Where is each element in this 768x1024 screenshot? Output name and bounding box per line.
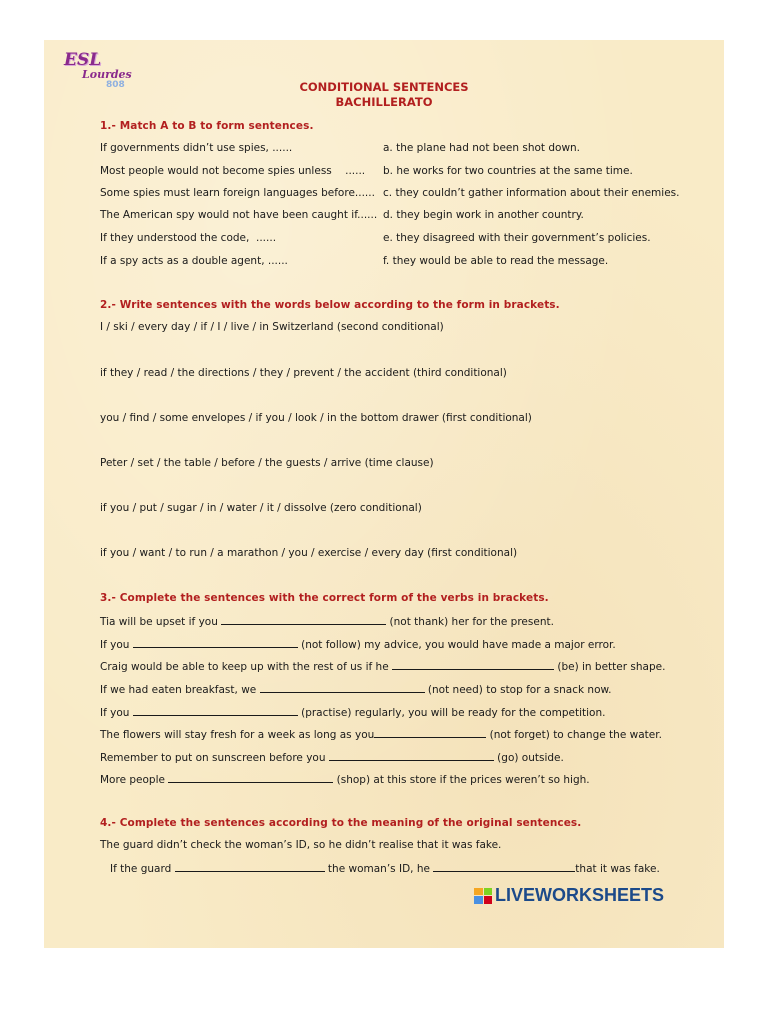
- sentence-start: Craig would be able to keep up with the rest of us if he: [100, 661, 393, 673]
- match-b-item: e. they disagreed with their government’s policies.: [383, 232, 651, 244]
- gap-fill-sentence: [100, 614, 554, 628]
- sentence-start: The flowers will stay fresh for a week as long as you: [100, 729, 375, 741]
- sentence-end: (not thank) her for the present.: [386, 616, 554, 628]
- rewrite-sentence: [110, 861, 660, 875]
- section1-heading: 1.- Match A to B to form sentences.: [100, 120, 314, 132]
- gap-fill-sentence: [100, 705, 605, 719]
- sentence-end: (be) in better shape.: [554, 661, 666, 673]
- sentence-start: If we had eaten breakfast, we: [100, 684, 260, 696]
- sentence-end: (shop) at this store if the prices weren’t so high.: [333, 774, 590, 786]
- gap-fill-sentence: [100, 637, 616, 651]
- answer-blank[interactable]: [329, 750, 494, 761]
- match-b-item: c. they couldn’t gather information about their enemies.: [383, 187, 680, 199]
- match-a-item: Most people would not become spies unless ......: [100, 165, 366, 177]
- gap-fill-sentence: [100, 727, 662, 741]
- worksheet-page: [44, 40, 724, 948]
- gap-fill-sentence: [100, 750, 564, 764]
- rewrite-start: If the guard: [110, 863, 175, 875]
- gap-fill-sentence: [100, 682, 611, 696]
- liveworksheets-text: LIVEWORKSHEETS: [495, 885, 665, 905]
- answer-blank[interactable]: [175, 861, 325, 872]
- sentence-start: More people: [100, 774, 169, 786]
- sentence-end: (not follow) my advice, you would have made a major error.: [297, 639, 616, 651]
- prompt-item: you / find / some envelopes / if you / look / in the bottom drawer (first conditional): [100, 412, 532, 424]
- gap-fill-sentence: [100, 659, 665, 673]
- sentence-end: (go) outside.: [493, 752, 564, 764]
- match-b-item: d. they begin work in another country.: [383, 209, 584, 221]
- answer-blank[interactable]: [392, 659, 554, 670]
- match-a-item: If a spy acts as a double agent, ......: [100, 255, 288, 267]
- answer-blank[interactable]: [168, 772, 333, 783]
- match-a-item: If governments didn’t use spies, ......: [100, 142, 293, 154]
- sentence-end: (not need) to stop for a snack now.: [424, 684, 612, 696]
- original-sentence: The guard didn’t check the woman’s ID, so he didn’t realise that it was fake.: [100, 839, 502, 851]
- liveworksheets-grid-icon: [474, 888, 492, 904]
- section2-heading: 2.- Write sentences with the words below according to the form in brackets.: [100, 299, 560, 311]
- sentence-end: (not forget) to change the water.: [486, 729, 662, 741]
- answer-blank[interactable]: [260, 682, 425, 693]
- prompt-item: I / ski / every day / if / I / live / in Switzerland (second conditional): [100, 321, 444, 333]
- prompt-item: if they / read / the directions / they / prevent / the accident (third conditional): [100, 367, 507, 379]
- rewrite-middle: the woman’s ID, he: [324, 863, 434, 875]
- rewrite-end: that it was fake.: [575, 863, 660, 875]
- sentence-start: If you: [100, 707, 133, 719]
- page-subtitle: BACHILLERATO: [335, 95, 433, 109]
- section4-heading: 4.- Complete the sentences according to the meaning of the original sentences.: [100, 817, 582, 829]
- match-b-item: b. he works for two countries at the same time.: [383, 165, 633, 177]
- answer-blank[interactable]: [374, 727, 486, 738]
- sentence-start: Remember to put on sunscreen before you: [100, 752, 329, 764]
- answer-blank[interactable]: [133, 637, 298, 648]
- sentence-end: (practise) regularly, you will be ready for the competition.: [297, 707, 606, 719]
- logo-line3: 808: [106, 80, 125, 90]
- prompt-item: Peter / set / the table / before / the guests / arrive (time clause): [100, 457, 434, 469]
- section3-heading: 3.- Complete the sentences with the correct form of the verbs in brackets.: [100, 592, 549, 604]
- match-b-item: a. the plane had not been shot down.: [383, 142, 581, 154]
- match-a-item: If they understood the code, ......: [100, 232, 277, 244]
- sentence-start: Tia will be upset if you: [100, 616, 222, 628]
- logo-line2: Lourdes: [82, 68, 132, 81]
- answer-blank[interactable]: [433, 861, 575, 872]
- prompt-item: if you / want / to run / a marathon / you / exercise / every day (first conditional): [100, 547, 518, 559]
- logo-line1: ESL: [64, 50, 102, 70]
- liveworksheets-logo: [474, 885, 664, 906]
- page-title: CONDITIONAL SENTENCES: [299, 80, 469, 94]
- answer-blank[interactable]: [221, 614, 386, 625]
- sentence-start: If you: [100, 639, 133, 651]
- match-a-item: The American spy would not have been caught if......: [100, 209, 378, 221]
- answer-blank[interactable]: [133, 705, 298, 716]
- match-a-item: Some spies must learn foreign languages before......: [100, 187, 375, 199]
- gap-fill-sentence: [100, 772, 590, 786]
- match-b-item: f. they would be able to read the message.: [383, 255, 609, 267]
- prompt-item: if you / put / sugar / in / water / it / dissolve (zero conditional): [100, 502, 422, 514]
